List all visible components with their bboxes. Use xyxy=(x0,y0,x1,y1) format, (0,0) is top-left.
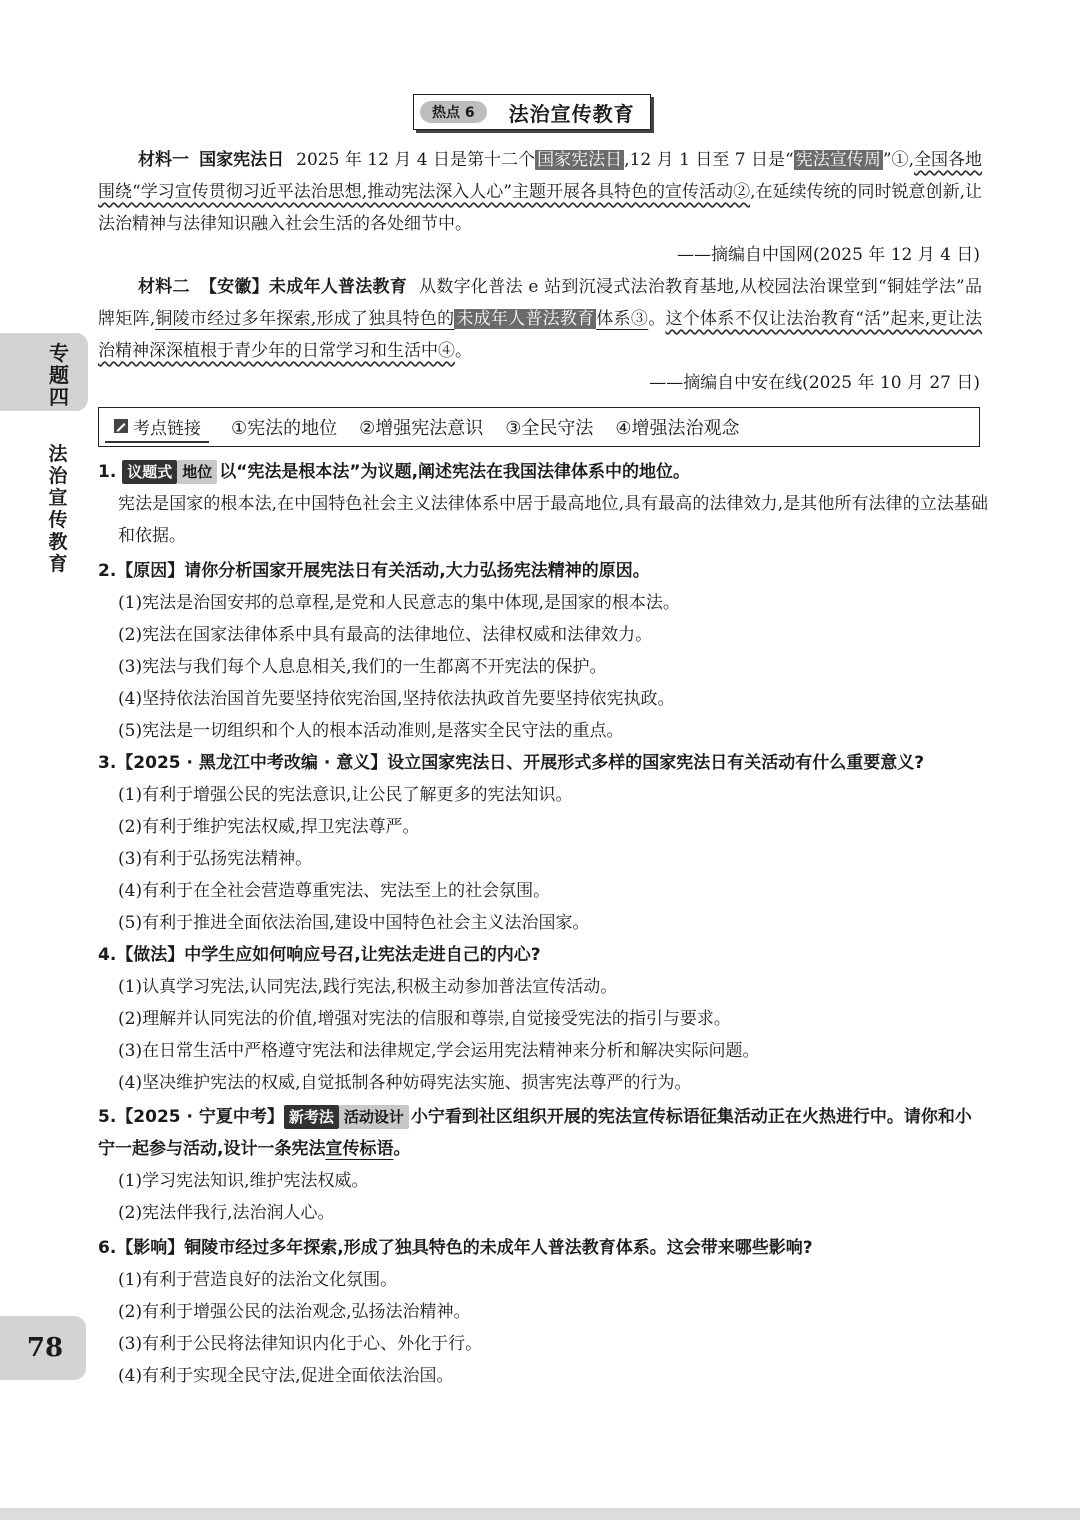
question-number: 3. xyxy=(98,753,117,773)
question-body: 以“宪法是根本法”为议题,阐述宪法在我国法律体系中的地位。 xyxy=(219,462,691,482)
question-text xyxy=(98,1232,988,1264)
question-text xyxy=(98,456,988,488)
question-body: 小宁看到社区组织开展的宪法宣传标语征集活动正在火热进行中。请你和小宁一起参与活动,设计一条宪法 xyxy=(98,1107,972,1159)
material-two xyxy=(98,271,982,367)
question-badge: 新考法 xyxy=(284,1105,339,1129)
wavy-underline-text: 这个体系不仅让法治教育“活”起来,更让法治精神深深植根于青少年的日常学习和生活中④ xyxy=(98,309,983,361)
answer-line: (2)有利于维护宪法权威,捍卫宪法尊严。 xyxy=(118,817,420,837)
answer-line: (4)坚持依法治国首先要坚持依宪治国,坚持依法执政首先要坚持依宪执政。 xyxy=(118,689,675,709)
material-one-topic: 国家宪法日 xyxy=(199,150,285,170)
answer-line: (1)学习宪法知识,维护宪法权威。 xyxy=(118,1171,369,1191)
material-one-label: 材料一 xyxy=(138,150,190,170)
answer-line: (1)有利于增强公民的宪法意识,让公民了解更多的宪法知识。 xyxy=(118,785,573,805)
answer-line: (2)有利于增强公民的法治观念,弘扬法治精神。 xyxy=(118,1302,471,1322)
highlight: 宪法宣传周 xyxy=(795,150,881,170)
highlight: 国家宪法日 xyxy=(537,150,623,170)
section-label: 专题四 xyxy=(49,341,69,409)
highlight: 未成年人普法教育 xyxy=(456,309,595,329)
hot-topic-header xyxy=(413,94,651,130)
answer-line: (1)认真学习宪法,认同宪法,践行宪法,积极主动参加普法宣传活动。 xyxy=(118,977,618,997)
exam-point-item: ④增强法治观念 xyxy=(615,418,740,439)
question-5 xyxy=(98,1101,988,1229)
section-topic: 法治宣传教育 xyxy=(48,443,68,575)
question-body: 【做法】中学生应如何响应号召,让宪法走进自己的内心? xyxy=(116,945,541,965)
question-3 xyxy=(98,747,988,939)
exam-point-link-box xyxy=(98,407,980,447)
hot-topic-title: 法治宣传教育 xyxy=(508,101,635,126)
question-4 xyxy=(98,939,988,1099)
page-number-tab xyxy=(0,1316,86,1380)
question-text xyxy=(98,747,988,779)
hot-topic-tag: 热点 6 xyxy=(420,101,487,123)
question-text xyxy=(98,555,988,587)
underlined-text: 宣传标语 xyxy=(325,1139,394,1159)
material-text: 从数字化普法 e 站到沉浸式法治教育基地,从校园法治课堂到“铜娃学法”品牌矩阵, xyxy=(98,277,983,329)
question-number: 6. xyxy=(98,1238,117,1258)
question-body: 。 xyxy=(393,1139,411,1159)
answer-line: (5)宪法是一切组织和个人的根本活动准则,是落实全民守法的重点。 xyxy=(118,721,624,741)
answer-line: (4)有利于在全社会营造尊重宪法、宪法至上的社会氛围。 xyxy=(118,881,551,901)
exam-point-item: ③全民守法 xyxy=(505,418,594,439)
question-2 xyxy=(98,555,988,747)
page-number: 78 xyxy=(26,1333,64,1363)
question-number: 1. xyxy=(98,462,117,482)
question-number: 2. xyxy=(98,561,117,581)
exam-point-item: ②增强宪法意识 xyxy=(359,418,484,439)
answer-line: (2)宪法在国家法律体系中具有最高的法律地位、法律权威和法律效力。 xyxy=(118,625,653,645)
question-badge: 地位 xyxy=(177,460,217,484)
answer-line: (5)有利于推进全面依法治国,建设中国特色社会主义法治国家。 xyxy=(118,913,590,933)
material-text: 2025 年 12 月 4 日是第十二个 xyxy=(296,150,536,170)
question-body: 【影响】铜陵市经过多年探索,形成了独具特色的未成年人普法教育体系。这会带来哪些影响? xyxy=(116,1238,813,1258)
material-text: ,在延续传统的同时锐意创新,让法治精神与法律知识融入社会生活的各处细节中。 xyxy=(98,182,982,234)
answer-line: (2)理解并认同宪法的价值,增强对宪法的信服和尊崇,自觉接受宪法的指引与要求。 xyxy=(118,1009,731,1029)
answer-line: (4)坚决维护宪法的权威,自觉抵制各种妨碍宪法实施、损害宪法尊严的行为。 xyxy=(118,1073,692,1093)
answer-line: (1)有利于营造良好的法治文化氛围。 xyxy=(118,1270,398,1290)
material-text: ,12 月 1 日至 7 日是“ xyxy=(624,150,794,170)
underlined-text: 体系③ xyxy=(596,309,649,329)
question-body: 【原因】请你分析国家开展宪法日有关活动,大力弘扬宪法精神的原因。 xyxy=(116,561,650,581)
question-badge: 议题式 xyxy=(122,460,177,484)
material-text: 。 xyxy=(648,309,666,329)
material-two-label: 材料二 xyxy=(138,277,190,297)
question-text xyxy=(98,939,988,971)
question-body: 【2025 · 黑龙江中考改编 · 意义】设立国家宪法日、开展形式多样的国家宪法日有关活动有什么重要意义? xyxy=(116,753,925,773)
underlined-text: 铜陵市经过多年探索,形成了独具特色的 xyxy=(155,309,455,329)
answer-line: (1)宪法是治国安邦的总章程,是党和人民意志的集中体现,是国家的根本法。 xyxy=(118,593,680,613)
page-bottom-edge xyxy=(0,1508,1080,1520)
question-number: 5. xyxy=(98,1107,117,1127)
question-number: 4. xyxy=(98,945,117,965)
material-text: 。 xyxy=(455,341,472,361)
material-text: ”①, xyxy=(882,150,914,170)
question-badge: 活动设计 xyxy=(339,1105,409,1129)
question-text xyxy=(98,1101,988,1165)
answer-line: (2)宪法伴我行,法治润人心。 xyxy=(118,1203,335,1223)
answer-line: 宪法是国家的根本法,在中国特色社会主义法律体系中居于最高地位,具有最高的法律效力,是其他所有法律的立法基础和依据。 xyxy=(118,494,988,546)
wavy-underline-text: 全国各地围绕“学习宣传贯彻习近平法治思想,推动宪法深入人心”主题开展各具特色的宣传活动② xyxy=(98,150,983,202)
material-two-source: ——摘编自中安在线(2025 年 10 月 27 日) xyxy=(649,373,980,393)
question-source: 【2025 · 宁夏中考】 xyxy=(116,1107,284,1127)
answer-line: (4)有利于实现全民守法,促进全面依法治国。 xyxy=(118,1366,454,1386)
question-6 xyxy=(98,1232,988,1392)
exam-point-link-label xyxy=(105,412,209,443)
question-1 xyxy=(98,456,988,552)
pencil-icon xyxy=(113,418,129,434)
section-tab xyxy=(0,333,88,411)
answer-line: (3)宪法与我们每个人息息相关,我们的一生都离不开宪法的保护。 xyxy=(118,657,607,677)
answer-line: (3)有利于弘扬宪法精神。 xyxy=(118,849,313,869)
answer-line: (3)在日常生活中严格遵守宪法和法律规定,学会运用宪法精神来分析和解决实际问题。 xyxy=(118,1041,760,1061)
material-one xyxy=(98,144,982,240)
answer-line: (3)有利于公民将法律知识内化于心、外化于行。 xyxy=(118,1334,483,1354)
exam-point-item: ①宪法的地位 xyxy=(231,418,338,439)
link-label-text: 考点链接 xyxy=(133,418,201,439)
material-two-topic: 【安徽】未成年人普法教育 xyxy=(199,277,408,297)
material-one-source: ——摘编自中国网(2025 年 12 月 4 日) xyxy=(677,245,980,265)
